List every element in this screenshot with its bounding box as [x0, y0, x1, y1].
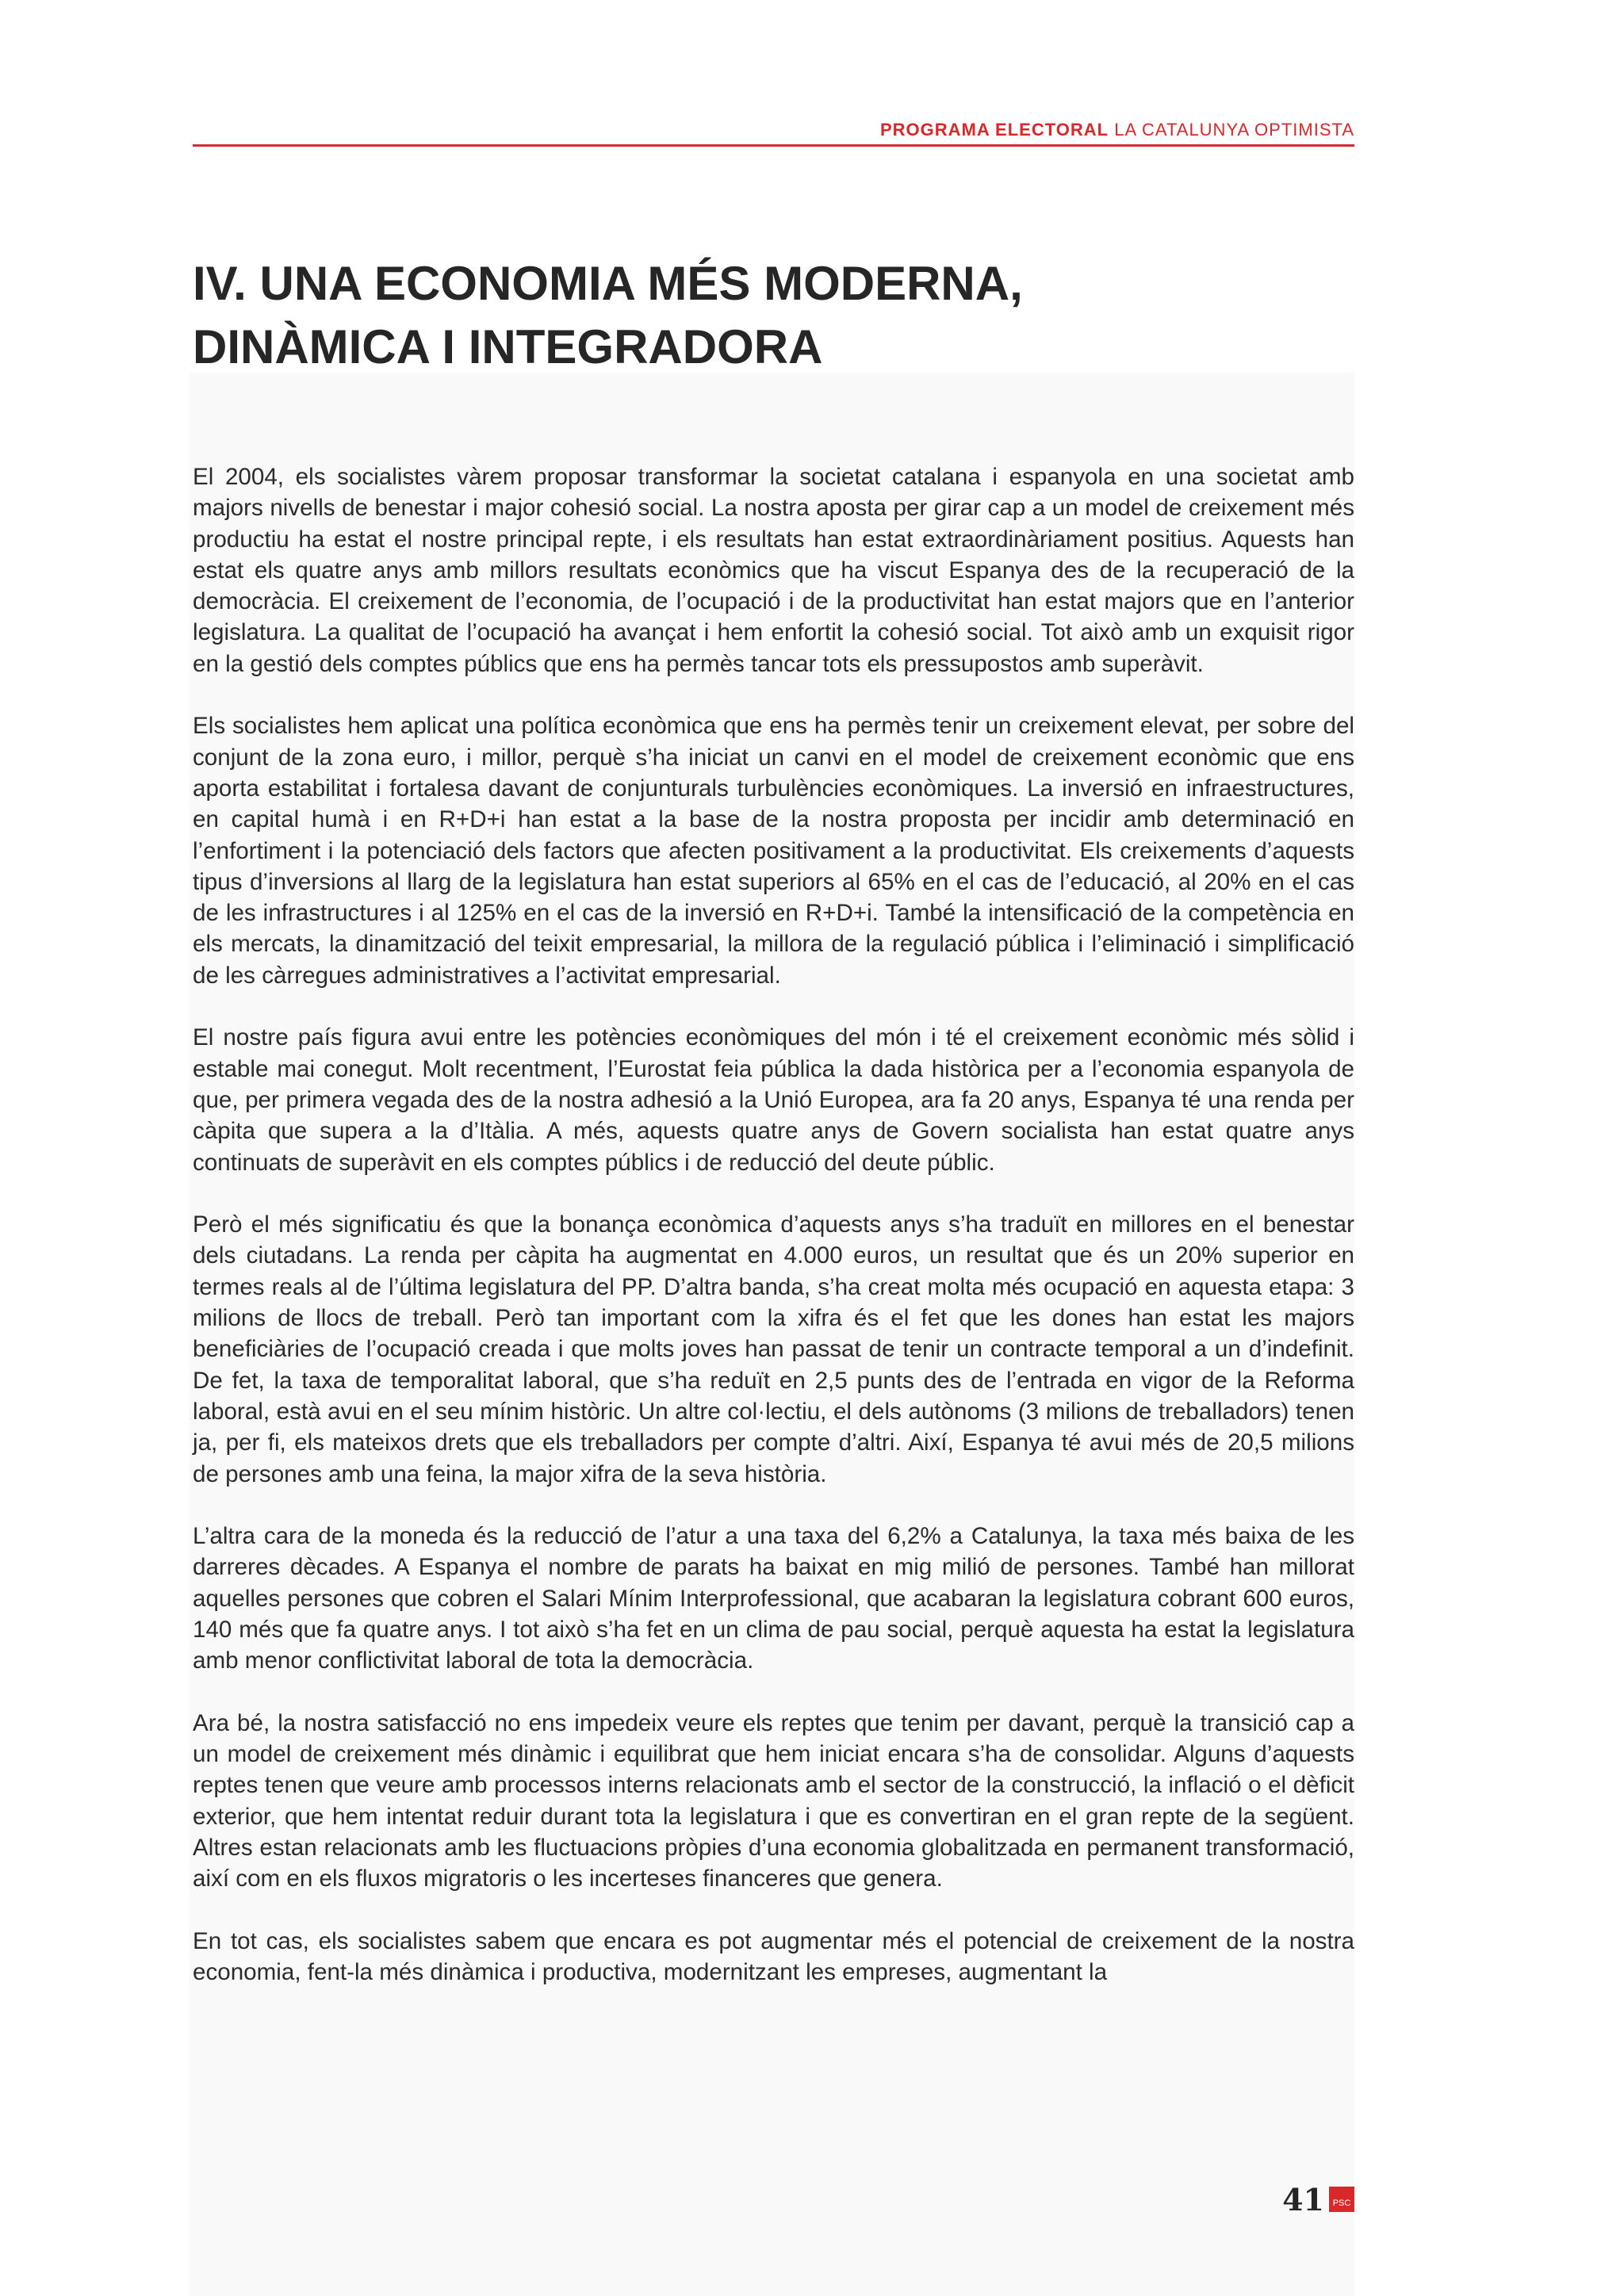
paragraph: Ara bé, la nostra satisfacció no ens impedeix veure els reptes que tenim per davant, perquè la transició cap a un model de creixement més dinàmic i equilibrat que hem iniciat encara s’ha de consolidar. Alguns d’aquests reptes tenen que veure amb processos interns relacionats amb el sector de la construcció, la inflació o el dèficit exterior, que hem intentat reduir durant tota la legislatura i que es convertiran en el gran repte de la següent. Altres estan relacionats amb les fluctuacions pròpies d’una economia globalitzada en permanent transformació, així com en els fluxos migratoris o les incerteses financeres que genera. [193, 1709, 1354, 1892]
chapter-title-line-1: IV. UNA ECONOMIA MÉS MODERNA, [193, 257, 1023, 310]
header-divider [193, 144, 1354, 147]
paragraph: En tot cas, els socialistes sabem que encara es pot augmentar més el potencial de creixement de la nostra economia, fent-la més dinàmica i productiva, modernitzant les empreses, augmentant la [193, 1927, 1354, 1986]
running-header [193, 117, 1354, 143]
page-number: 41 [1282, 2182, 1324, 2218]
body-text [193, 461, 1354, 1988]
paragraph: Els socialistes hem aplicat una política econòmica que ens ha permès tenir un creixement elevat, per sobre del conjunt de la zona euro, i millor, perquè s’ha iniciat un canvi en el model de creixement econòmic que ens aporta estabilitat i fortalesa davant de conjunturals turbulències econòmiques. La inversió en infraestructures, en capital humà i en R+D+i han estat a la base de la nostra proposta per incidir amb determinació en l’enfortiment i la potenciació dels factors que afecten positivament a la productivitat. Els creixements d’aquests tipus d’inversions al llarg de la legislatura han estat superiors al 65% en el cas de l’educació, al 20% en el cas de les infrastructures i al 125% en el cas de la inversió en R+D+i. També la intensificació de la competència en els mercats, la dinamització del teixit empresarial, la millora de la regulació pública i l’eliminació i simplificació de les càrregues administratives a l’activitat empresarial. [193, 713, 1354, 989]
psc-logo [1329, 2187, 1354, 2212]
psc-logo-text: PSC [1332, 2198, 1351, 2208]
paragraph: El nostre país figura avui entre les potències econòmiques del món i té el creixement econòmic més sòlid i estable mai conegut. Molt recentment, l’Eurostat feia pública la dada històrica per a l’economia espanyola de que, per primera vegada des de la nostra adhesió a la Unió Europea, ara fa 20 anys, Espanya té una renda per càpita que supera a la d’Itàlia. A més, aquests quatre anys de Govern socialista han estat quatre anys continuats de superàvit en els comptes públics i de reducció del deute públic. [193, 1024, 1354, 1176]
header-program-label: PROGRAMA ELECTORAL [879, 120, 1109, 140]
chapter-title [193, 252, 1354, 379]
paragraph: L’altra cara de la moneda és la reducció de l’atur a una taxa del 6,2% a Catalunya, la taxa més baixa de les darreres dècades. A Espanya el nombre de parats ha baixat en mig milió de persones. També han millorat aquelles persones que cobren el Salari Mínim Interprofessional, que acabaran la legislatura cobrant 600 euros, 140 més que fa quatre anys. I tot això s’ha fet en un clima de pau social, perquè aquesta ha estat la legislatura amb menor conflictivitat laboral de tota la democràcia. [193, 1523, 1354, 1674]
paragraph: Però el més significatiu és que la bonança econòmica d’aquests anys s’ha traduït en millores en el benestar dels ciutadans. La renda per càpita ha augmentat en 4.000 euros, un resultat que és un 20% superior en termes reals al de l’última legislatura del PP. D’altra banda, s’ha creat molta més ocupació en aquesta etapa: 3 milions de llocs de treball. Però tan important com la xifra és el fet que les dones han estat les majors beneficiàries de l’ocupació creada i que molts joves han passat de tenir un contracte temporal a un d’indefinit. De fet, la taxa de temporalitat laboral, que s’ha reduït en 2,5 punts des de l’entrada en vigor de la Reforma laboral, està avui en el seu mínim històric. Un altre col·lectiu, el dels autònoms (3 milions de treballadors) tenen ja, per fi, els mateixos drets que els treballadors per compte d’altri. Així, Espanya té avui més de 20,5 milions de persones amb una feina, la major xifra de la seva història. [193, 1211, 1354, 1487]
header-program-subtitle: LA CATALUNYA OPTIMISTA [1109, 120, 1354, 140]
paragraph: El 2004, els socialistes vàrem proposar transformar la societat catalana i espanyola en una societat amb majors nivells de benestar i major cohesió social. La nostra aposta per girar cap a un model de creixement més productiu ha estat el nostre principal repte, i els resultats han estat extraordinàriament positius. Aquests han estat els quatre anys amb millors resultats econòmics que ha viscut Espanya des de la recuperació de la democràcia. El creixement de l’economia, de l’ocupació i de la productivitat han estat majors que en l’anterior legislatura. La qualitat de l’ocupació ha avançat i hem enfortit la cohesió social. Tot això amb un exquisit rigor en la gestió dels comptes públics que ens ha permès tancar tots els pressupostos amb superàvit. [193, 464, 1354, 677]
chapter-title-line-2: DINÀMICA I INTEGRADORA [193, 320, 823, 373]
